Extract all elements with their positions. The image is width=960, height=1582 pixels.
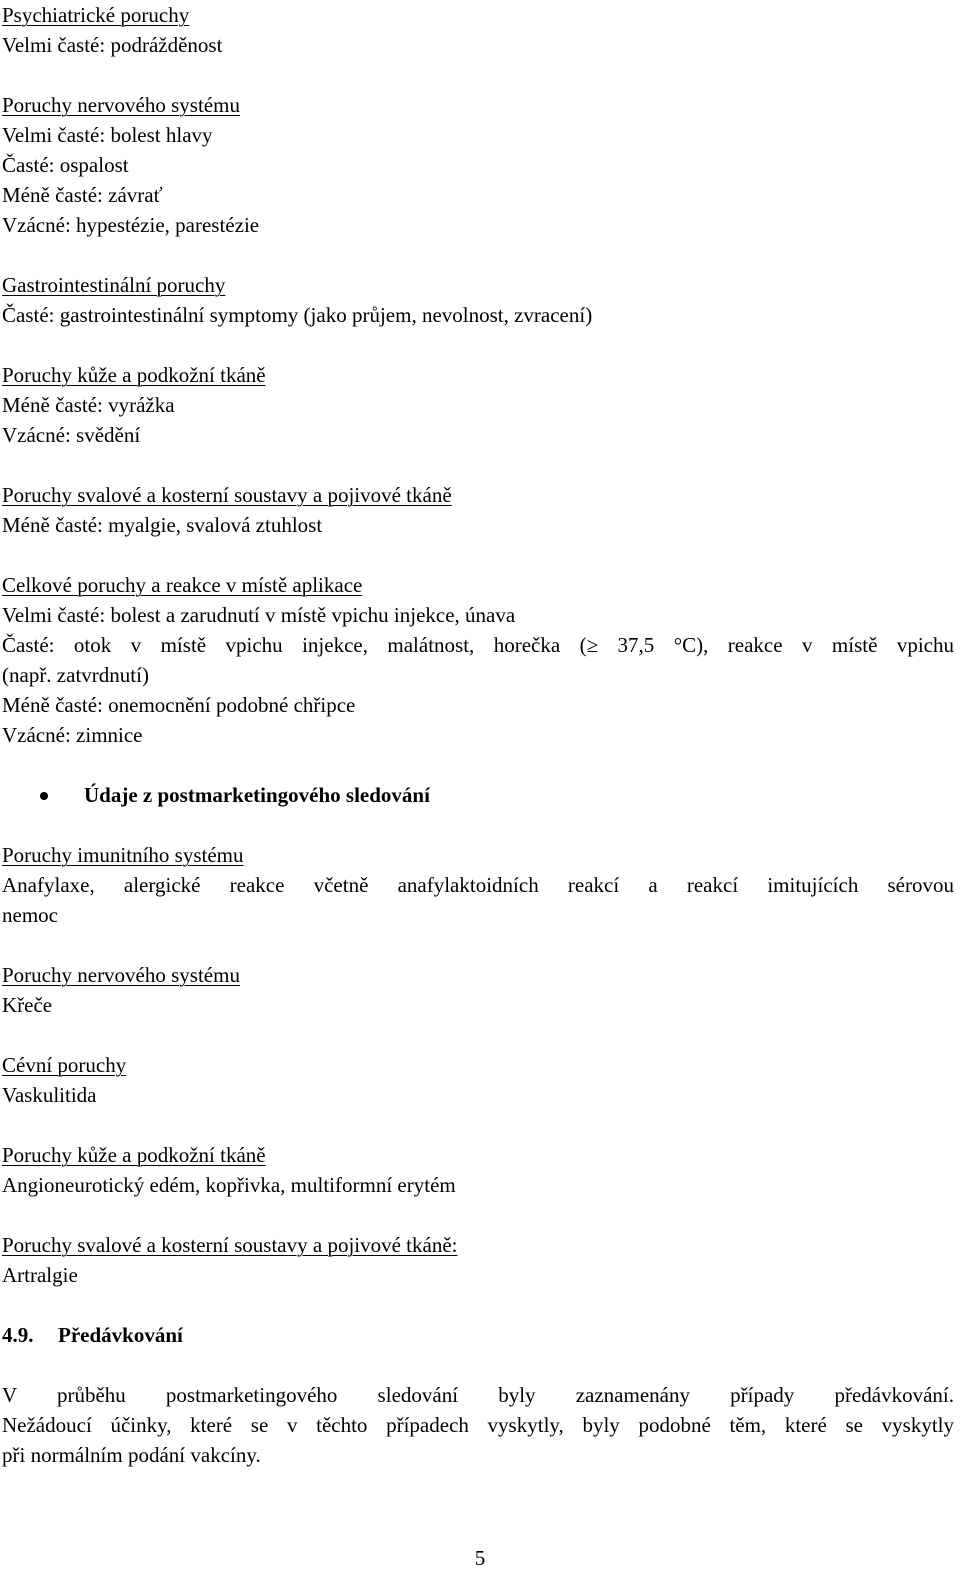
list-item: Vzácné: zimnice [2, 723, 143, 747]
list-item: Vaskulitida [2, 1083, 97, 1107]
list-item: Velmi časté: bolest hlavy [2, 123, 213, 147]
bullet-icon [40, 792, 48, 800]
section-heading-musculoskeletal-pm: Poruchy svalové a kosterní soustavy a pojivové tkáně: [2, 1233, 458, 1257]
section-title: Předávkování [58, 1323, 183, 1347]
list-item: Časté: otok v místě vpichu injekce, malátnost, horečka (≥ 37,5 °C), reakce v místě vpichu [2, 633, 954, 657]
list-item: Méně časté: závrať [2, 183, 163, 207]
list-item: Artralgie [2, 1263, 78, 1287]
list-item: Méně časté: vyrážka [2, 393, 175, 417]
section-heading-nervous-system-pm: Poruchy nervového systému [2, 963, 240, 987]
list-item: Anafylaxe, alergické reakce včetně anafylaktoidních reakcí a reakcí imitujících sérovou [2, 873, 954, 897]
page-number: 5 [474, 1546, 486, 1570]
section-heading-skin: Poruchy kůže a podkožní tkáně [2, 363, 266, 387]
postmarketing-heading: Údaje z postmarketingového sledování [84, 783, 430, 807]
list-item: Časté: gastrointestinální symptomy (jako průjem, nevolnost, zvracení) [2, 303, 593, 327]
section-heading-immune-system: Poruchy imunitního systému [2, 843, 244, 867]
list-item: Méně časté: onemocnění podobné chřipce [2, 693, 356, 717]
list-item: Méně časté: myalgie, svalová ztuhlost [2, 513, 323, 537]
list-item: Vzácné: hypestézie, parestézie [2, 213, 260, 237]
list-item: Velmi časté: bolest a zarudnutí v místě vpichu injekce, únava [2, 603, 516, 627]
section-heading-skin-pm: Poruchy kůže a podkožní tkáně [2, 1143, 266, 1167]
list-item: Vzácné: svědění [2, 423, 141, 447]
section-heading-nervous-system: Poruchy nervového systému [2, 93, 240, 117]
section-heading-musculoskeletal: Poruchy svalové a kosterní soustavy a pojivové tkáně [2, 483, 452, 507]
list-item: Časté: ospalost [2, 153, 129, 177]
paragraph-line: V průběhu postmarketingového sledování byly zaznamenány případy předávkování. [2, 1383, 954, 1407]
list-item: (např. zatvrdnutí) [2, 663, 149, 687]
paragraph-line: Nežádoucí účinky, které se v těchto případech vyskytly, byly podobné těm, které se vyskytly [2, 1413, 954, 1437]
paragraph-line: při normálním podání vakcíny. [2, 1443, 261, 1467]
section-heading-psychiatric: Psychiatrické poruchy [2, 3, 190, 27]
list-item: Angioneurotický edém, kopřivka, multiformní erytém [2, 1173, 456, 1197]
document-page [2, 0, 954, 1470]
postmarketing-bullet [2, 780, 954, 810]
section-heading-overdose [2, 1320, 954, 1350]
section-heading-vascular: Cévní poruchy [2, 1053, 127, 1077]
list-item: Velmi časté: podrážděnost [2, 33, 223, 57]
list-item: nemoc [2, 903, 58, 927]
section-heading-general-disorders: Celkové poruchy a reakce v místě aplikace [2, 573, 363, 597]
section-heading-gastrointestinal: Gastrointestinální poruchy [2, 273, 226, 297]
section-number: 4.9. [2, 1323, 34, 1347]
list-item: Křeče [2, 993, 53, 1017]
